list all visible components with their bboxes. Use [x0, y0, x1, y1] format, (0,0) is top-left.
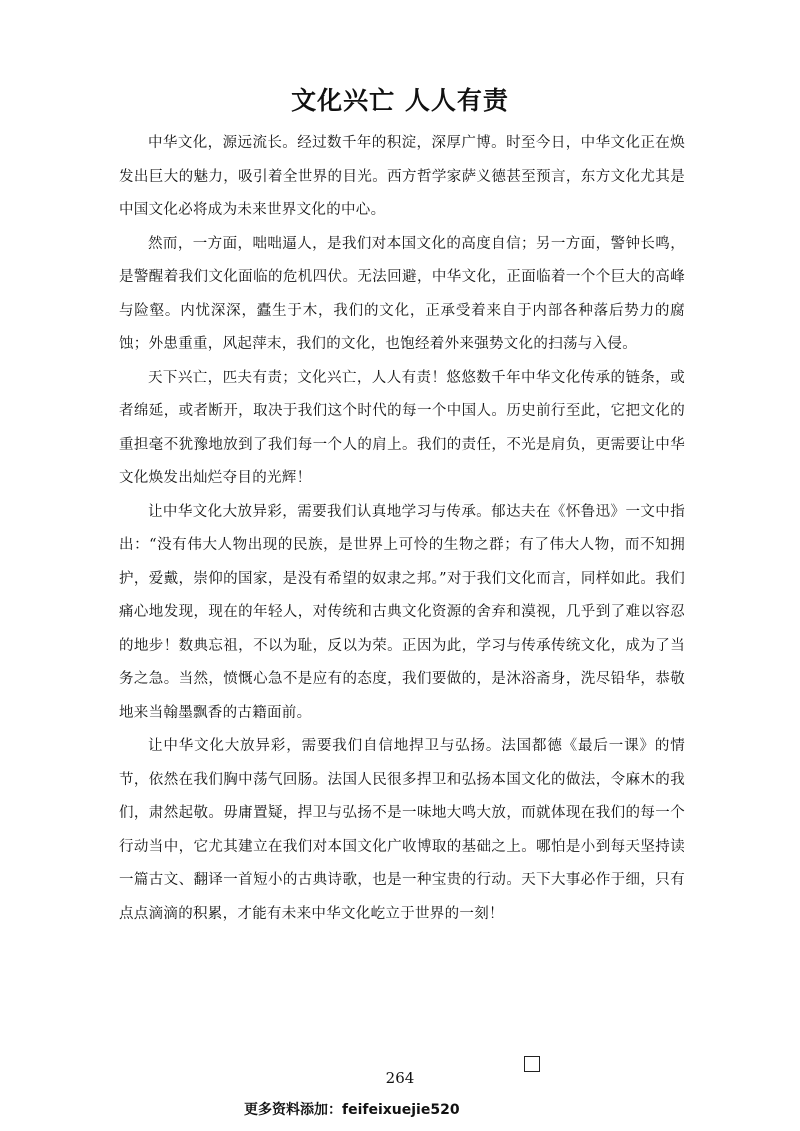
document-title: 文化兴亡 人人有责 [291, 86, 509, 115]
page-number: 264 [385, 1069, 415, 1087]
paragraph-3: 天下兴亡，匹夫有责；文化兴亡，人人有责！悠悠数千年中华文化传承的链条，或者绵延，或者断开，取决于我们这个时代的每一个中国人。历史前行至此，它把文化的重担毫不犹豫地放到了我们每一个人的肩上。我们的责任，不光是肩负，更需要让中华文化焕发出灿烂夺目的光辉！ [119, 369, 685, 486]
paragraph-1: 中华文化，源远流长。经过数千年的积淀，深厚广博。时至今日，中华文化正在焕发出巨大的魅力，吸引着全世界的目光。西方哲学家萨义德甚至预言，东方文化尤其是中国文化必将成为未来世界文化的中心。 [119, 135, 685, 218]
paragraph-2: 然而，一方面，咄咄逼人，是我们对本国文化的高度自信；另一方面，警钟长鸣，是警醒着我们文化面临的危机四伏。无法回避，中华文化，正面临着一个个巨大的高峰与险壑。内忧深深，蠹生于木，我们的文化，正承受着来自于内部各种落后势力的腐蚀；外患重重，风起萍末，我们的文化，也饱经着外来强势文化的扫荡与入侵。 [119, 235, 685, 352]
document-body [119, 127, 685, 931]
footer-note: 更多资料添加：feifeixuejie520 [244, 1102, 460, 1118]
paragraph-4: 让中华文化大放异彩，需要我们认真地学习与传承。郁达夫在《怀鲁迅》一文中指出：“没有伟大人物出现的民族，是世界上可怜的生物之群；有了伟大人物，而不知拥护，爱戴，崇仰的国家，是没有希望的奴隶之邦。”对于我们文化而言，同样如此。我们痛心地发现，现在的年轻人，对传统和古典文化资源的舍弃和漠视，几乎到了难以容忍的地步！数典忘祖，不以为耻，反以为荣。正因为此，学习与传承传统文化，成为了当务之急。当然，愤慨心急不是应有的态度，我们要做的，是沐浴斋身，洗尽铅华，恭敬地来当翰墨飘香的古籍面前。 [119, 503, 685, 721]
paragraph-5: 让中华文化大放异彩，需要我们自信地捍卫与弘扬。法国都德《最后一课》的情节，依然在我们胸中荡气回肠。法国人民很多捍卫和弘扬本国文化的做法，令麻木的我们，肃然起敬。毋庸置疑，捍卫与弘扬不是一味地大鸣大放，而就体现在我们的每一个行动当中，它尤其建立在我们对本国文化广收博取的基础之上。哪怕是小到每天坚持读一篇古文、翻译一首短小的古典诗歌，也是一种宝贵的行动。天下大事必作于细，只有点点滴滴的积累，才能有未来中华文化屹立于世界的一刻！ [119, 738, 685, 922]
square-box-icon [524, 1056, 540, 1072]
